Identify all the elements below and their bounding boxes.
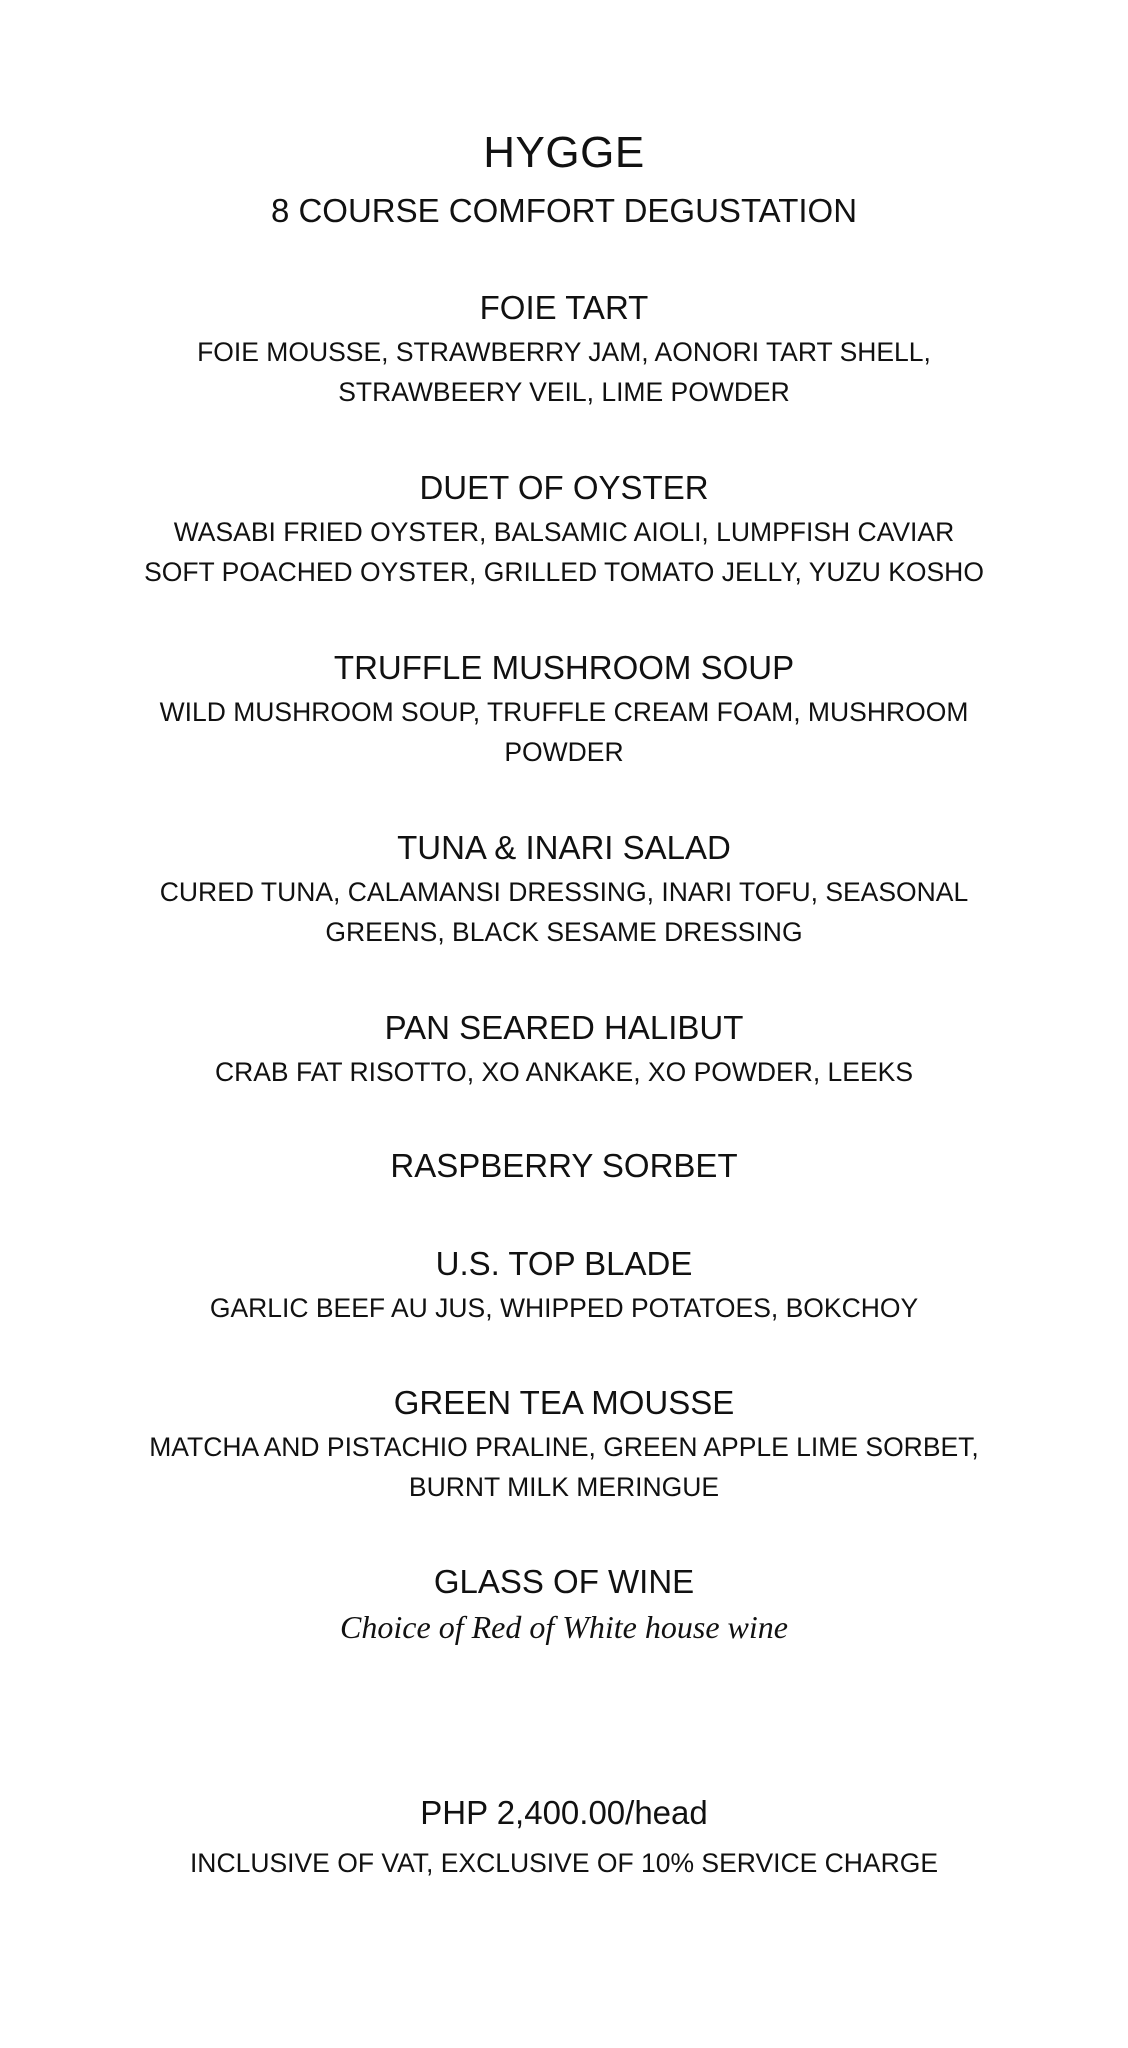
course-pan-seared-halibut (0, 1006, 1128, 1092)
course-name: GLASS OF WINE (433, 1563, 695, 1600)
course-description (124, 332, 1004, 412)
course-description-line: STRAWBEERY VEIL, LIME POWDER (338, 377, 790, 407)
price-note: INCLUSIVE OF VAT, EXCLUSIVE OF 10% SERVICE CHARGE (189, 1848, 939, 1878)
course-name: DUET OF OYSTER (419, 469, 709, 506)
menu-title: HYGGE (483, 128, 645, 177)
course-description (124, 872, 1004, 952)
course-description-line: WILD MUSHROOM SOUP, TRUFFLE CREAM FOAM, MUSHROOM (159, 697, 969, 727)
course-description-line: GREENS, BLACK SESAME DRESSING (325, 917, 803, 947)
course-glass-of-wine (0, 1560, 1128, 1648)
course-description (124, 1427, 1004, 1507)
course-us-top-blade (0, 1242, 1128, 1328)
course-truffle-mushroom-soup (0, 646, 1128, 772)
course-description-line: MATCHA AND PISTACHIO PRALINE, GREEN APPLE LIME SORBET, (149, 1432, 979, 1462)
course-description (124, 692, 1004, 772)
course-name: U.S. TOP BLADE (435, 1245, 693, 1282)
course-tuna-inari-salad (0, 826, 1128, 952)
course-description (124, 1052, 1004, 1092)
course-description-line: FOIE MOUSSE, STRAWBERRY JAM, AONORI TART SHELL, (197, 337, 931, 367)
course-description-line: GARLIC BEEF AU JUS, WHIPPED POTATOES, BOKCHOY (209, 1293, 919, 1323)
course-description-line: CURED TUNA, CALAMANSI DRESSING, INARI TOFU, SEASONAL (159, 877, 969, 907)
course-name: FOIE TART (479, 289, 649, 326)
course-name: TRUFFLE MUSHROOM SOUP (333, 649, 795, 686)
course-duet-of-oyster (0, 466, 1128, 592)
course-green-tea-mousse (0, 1381, 1128, 1507)
course-description-line: SOFT POACHED OYSTER, GRILLED TOMATO JELLY, YUZU KOSHO (144, 557, 984, 587)
course-description (124, 1288, 1004, 1328)
course-name: GREEN TEA MOUSSE (393, 1384, 735, 1421)
course-name: TUNA & INARI SALAD (397, 829, 731, 866)
price: PHP 2,400.00/head (420, 1794, 708, 1831)
wine-note: Choice of Red of White house wine (340, 1609, 788, 1645)
course-name: PAN SEARED HALIBUT (384, 1009, 744, 1046)
course-description-line: POWDER (504, 737, 624, 767)
course-description-line: BURNT MILK MERINGUE (408, 1472, 720, 1502)
menu-subtitle: 8 COURSE COMFORT DEGUSTATION (270, 192, 858, 229)
course-foie-tart (0, 286, 1128, 412)
course-description (124, 512, 1004, 592)
course-description-line: WASABI FRIED OYSTER, BALSAMIC AIOLI, LUMPFISH CAVIAR (173, 517, 955, 547)
course-description-line: CRAB FAT RISOTTO, XO ANKAKE, XO POWDER, LEEKS (214, 1057, 913, 1087)
course-raspberry-sorbet (0, 1144, 1128, 1188)
course-name: RASPBERRY SORBET (390, 1147, 738, 1184)
